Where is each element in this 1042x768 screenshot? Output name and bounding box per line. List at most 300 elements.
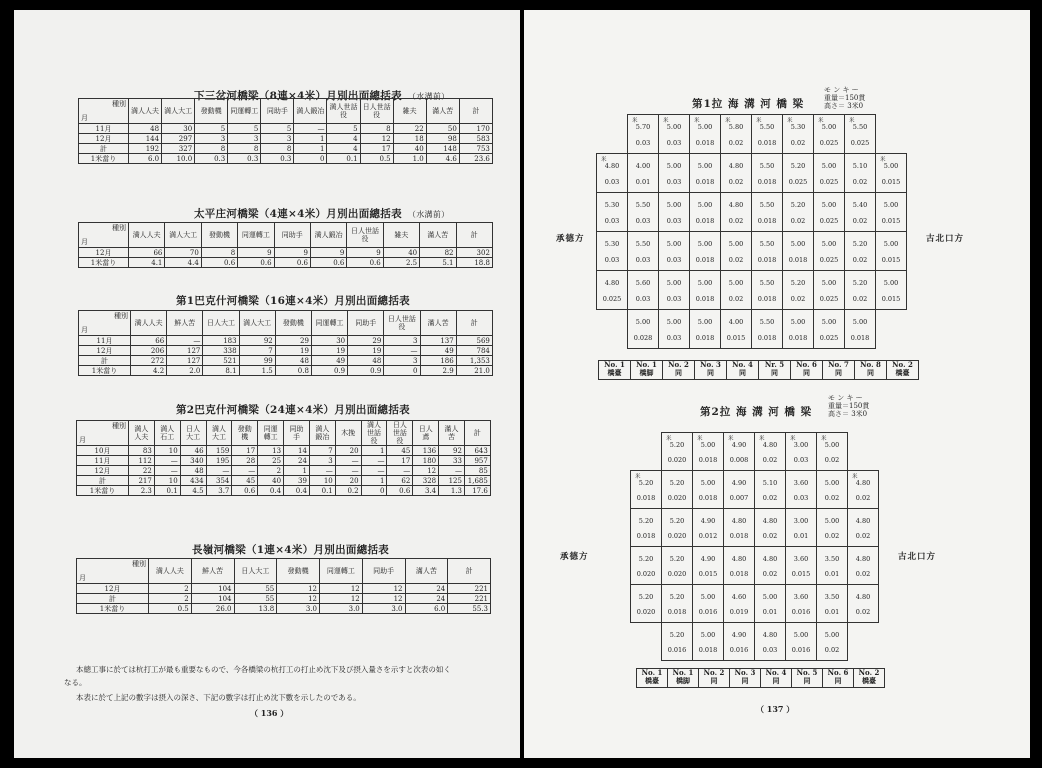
note-text: 本表に於て上記の數字は摂入の深さ、下記の數字は打止め沈下數を示したのである。 (76, 693, 361, 702)
cell-value: 3 (261, 134, 294, 144)
penetration-depth: 5.80 (728, 123, 744, 131)
pile-cell (596, 192, 628, 232)
pile-cell (813, 231, 845, 271)
column-header: 同運轉工 (238, 223, 274, 248)
final-settlement: 0.025 (850, 139, 870, 147)
penetration-depth: 5.00 (728, 279, 744, 287)
pile-cell (782, 192, 814, 232)
pile-cell (785, 470, 817, 509)
final-settlement: 0.025 (819, 178, 839, 186)
table-title-text: 太平庄河橋梁（4連×4米）月別出面總括表 (194, 208, 402, 220)
row-label: 計 (79, 356, 131, 366)
penetration-depth: 3.60 (793, 555, 809, 563)
table-row (79, 336, 493, 346)
pier-label: No. 2 橋臺 (853, 668, 885, 688)
column-header: 満人石工 (154, 421, 180, 446)
penetration-depth: 4.90 (731, 441, 747, 449)
corner-top: 種別 (112, 422, 126, 430)
pier-label: No. 3 同 (729, 668, 761, 688)
pile-cell (630, 470, 662, 509)
unit-mark: 米 (635, 474, 641, 480)
pile-cell (723, 622, 755, 661)
cell-value: 8 (201, 248, 237, 258)
pile-cell (723, 432, 755, 471)
pile-cell (627, 153, 659, 193)
final-settlement: 0.03 (666, 295, 682, 303)
work-table (76, 558, 491, 614)
cell-value: 957 (464, 456, 490, 466)
pile-cell (723, 508, 755, 547)
final-settlement: 0.02 (855, 494, 871, 502)
final-settlement: 0.018 (695, 295, 715, 303)
cell-value: 186 (420, 356, 456, 366)
final-settlement: 0.03 (635, 256, 651, 264)
pile-cell (627, 192, 659, 232)
table-row (79, 366, 493, 376)
column-header: 滿人苦 (405, 559, 448, 584)
cell-value: 569 (456, 336, 492, 346)
cell-value: — (361, 466, 387, 476)
final-settlement: 0.025 (788, 178, 808, 186)
final-settlement: 0.03 (635, 139, 651, 147)
cell-value: 0 (361, 486, 387, 496)
cell-value: 2 (149, 584, 192, 594)
final-settlement: 0.03 (604, 217, 620, 225)
unit-mark: 米 (787, 118, 793, 124)
cell-value: 0.1 (309, 486, 335, 496)
final-settlement: 0.02 (790, 295, 806, 303)
penetration-depth: 5.00 (824, 517, 840, 525)
note-text: なる。 (64, 678, 87, 687)
column-header: 滿人苦 (439, 421, 465, 446)
row-label: 11月 (79, 336, 131, 346)
penetration-depth: 5.20 (638, 555, 654, 563)
cell-value: 0.6 (347, 258, 383, 268)
final-settlement: 0.018 (729, 532, 749, 540)
cell-value: — (361, 456, 387, 466)
final-settlement: 0.03 (666, 256, 682, 264)
cell-value: 4.5 (180, 486, 206, 496)
penetration-depth: 3.60 (793, 593, 809, 601)
penetration-depth: 5.00 (728, 240, 744, 248)
penetration-depth: 4.80 (855, 479, 871, 487)
column-header: 満人大工 (162, 99, 195, 124)
cell-value: 85 (464, 466, 490, 476)
corner-header (77, 421, 129, 446)
penetration-depth: 5.30 (604, 240, 620, 248)
pier-label: No. 2 橋臺 (886, 360, 919, 380)
cell-value: — (167, 336, 203, 346)
final-settlement: 0.018 (698, 646, 718, 654)
final-settlement: 0.03 (604, 178, 620, 186)
penetration-depth: 5.00 (824, 479, 840, 487)
cell-value: — (335, 456, 361, 466)
final-settlement: 0.018 (695, 139, 715, 147)
penetration-depth: 5.00 (821, 318, 837, 326)
cell-value: 92 (239, 336, 275, 346)
cell-value: 18 (393, 134, 426, 144)
penetration-depth: 4.80 (731, 517, 747, 525)
cell-value: 4.4 (165, 258, 201, 268)
column-header: 同助手 (348, 311, 384, 336)
final-settlement: 0.018 (698, 494, 718, 502)
cell-value: 10.0 (162, 154, 195, 164)
column-header: 満人大工 (165, 223, 201, 248)
cell-value: 272 (131, 356, 167, 366)
penetration-depth: 5.10 (762, 479, 778, 487)
pile-cell (754, 622, 786, 661)
pile-cell (658, 270, 690, 310)
cell-value: 0.8 (275, 366, 311, 376)
penetration-depth: 5.00 (793, 631, 809, 639)
cell-value: 13 (258, 446, 284, 456)
final-settlement: 0.016 (791, 646, 811, 654)
table-row (79, 248, 493, 258)
cell-value: 12 (362, 584, 405, 594)
table-row (79, 124, 493, 134)
cell-value: 0.4 (284, 486, 310, 496)
pile-cell (692, 584, 724, 623)
cell-value: 170 (459, 124, 492, 134)
pile-cell (751, 114, 783, 154)
pile-cell (720, 309, 752, 349)
pile-cell (782, 270, 814, 310)
cell-value: 12 (362, 594, 405, 604)
table-title (176, 402, 410, 417)
penetration-depth: 4.80 (604, 279, 620, 287)
pile-cell (785, 622, 817, 661)
pile-cell (844, 153, 876, 193)
cell-value: 18.8 (456, 258, 492, 268)
penetration-depth: 5.00 (697, 162, 713, 170)
cell-value: 20 (335, 446, 361, 456)
penetration-depth: 4.80 (731, 555, 747, 563)
pile-cell (844, 231, 876, 271)
column-header: 計 (464, 421, 490, 446)
cell-value: 221 (448, 594, 491, 604)
cell-value: 14 (284, 446, 310, 456)
table-title (194, 206, 449, 221)
cell-value: 5.1 (420, 258, 456, 268)
cell-value: 137 (420, 336, 456, 346)
cell-value: 30 (162, 124, 195, 134)
penetration-depth: 5.00 (700, 593, 716, 601)
penetration-depth: 5.00 (635, 318, 651, 326)
table-title-text: 長嶺河橋梁（1連×4米）月別出面總括表 (192, 544, 390, 556)
column-header: 發動機 (201, 223, 237, 248)
cell-value: 0.6 (201, 258, 237, 268)
cell-value: 12 (320, 594, 363, 604)
corner-header (79, 223, 129, 248)
table-row (77, 584, 491, 594)
row-label: 12月 (79, 248, 129, 258)
penetration-depth: 5.00 (824, 441, 840, 449)
cell-value: 0 (294, 154, 327, 164)
column-header: 發動機 (195, 99, 228, 124)
table-row (77, 594, 491, 604)
table-subtitle: （水溝前） (407, 92, 450, 101)
penetration-depth: 5.20 (638, 517, 654, 525)
cell-value: 0.6 (238, 258, 274, 268)
cell-value: 7 (239, 346, 275, 356)
page-number: （ 136 ） (250, 708, 289, 718)
corner-header (77, 559, 149, 584)
penetration-depth: 4.80 (855, 555, 871, 563)
penetration-depth: 5.00 (666, 240, 682, 248)
pile-cell (847, 584, 879, 623)
final-settlement: 0.015 (726, 334, 746, 342)
pier-label: No. 3 同 (694, 360, 727, 380)
column-header: 満人人夫 (131, 311, 167, 336)
cell-value: 340 (180, 456, 206, 466)
penetration-depth: 5.30 (604, 201, 620, 209)
cell-value: 144 (129, 134, 162, 144)
cell-value: 49 (311, 356, 347, 366)
cell-value: 0.9 (311, 366, 347, 376)
spec-weight: 重量＝150貫 (824, 94, 866, 102)
final-settlement: 0.015 (698, 570, 718, 578)
cell-value: — (384, 346, 420, 356)
column-header: 雑夫 (393, 99, 426, 124)
side-label-left: 承德方 (560, 552, 589, 562)
cell-value: 9 (347, 248, 383, 258)
bridge-title: 第1拉 海 溝 河 橋 梁 (692, 98, 805, 110)
cell-value: 3.0 (277, 604, 320, 614)
unit-mark: 米 (632, 118, 638, 124)
pile-cell (813, 309, 845, 349)
cell-value: 19 (275, 346, 311, 356)
pile-cell (661, 508, 693, 547)
cell-value: 25 (258, 456, 284, 466)
pile-cell (627, 114, 659, 154)
cell-value: 2.9 (420, 366, 456, 376)
pile-cell (785, 584, 817, 623)
final-settlement: 0.020 (667, 570, 687, 578)
column-header: 同運轉工 (228, 99, 261, 124)
final-settlement: 0.02 (728, 178, 744, 186)
row-label: 11月 (79, 124, 129, 134)
column-header: 満人世話役 (361, 421, 387, 446)
column-header: 木挽 (335, 421, 361, 446)
cell-value: 4.1 (129, 258, 165, 268)
cell-value: 48 (275, 356, 311, 366)
penetration-depth: 4.80 (728, 162, 744, 170)
cell-value: — (439, 466, 465, 476)
cell-value: 98 (426, 134, 459, 144)
penetration-depth: 5.50 (759, 318, 775, 326)
cell-value: 6.0 (405, 604, 448, 614)
cell-value: 10 (154, 446, 180, 456)
penetration-depth: 3.00 (793, 441, 809, 449)
pile-cell (751, 270, 783, 310)
unit-mark: 米 (818, 118, 824, 124)
cell-value: 0.6 (274, 258, 310, 268)
penetration-depth: 5.00 (697, 201, 713, 209)
cell-value: 180 (413, 456, 439, 466)
penetration-depth: 5.70 (635, 123, 651, 131)
row-label: 12月 (77, 584, 149, 594)
final-settlement: 0.018 (757, 256, 777, 264)
pile-cell (844, 114, 876, 154)
cell-value: 24 (284, 456, 310, 466)
unit-mark: 米 (601, 157, 607, 163)
cell-value: 17 (360, 144, 393, 154)
pile-cell (689, 153, 721, 193)
final-settlement: 0.018 (729, 570, 749, 578)
column-header: 日人大工 (180, 421, 206, 446)
cell-value: 0.4 (258, 486, 284, 496)
pier-label: No. 8 同 (854, 360, 887, 380)
penetration-depth: 5.00 (700, 441, 716, 449)
cell-value: 0.1 (154, 486, 180, 496)
cell-value: 3.7 (206, 486, 232, 496)
column-header: 満人世話役 (327, 99, 360, 124)
cell-value: 12 (413, 466, 439, 476)
penetration-depth: 4.80 (604, 162, 620, 170)
final-settlement: 0.015 (791, 570, 811, 578)
table-row (77, 446, 491, 456)
pile-cell (754, 470, 786, 509)
cell-value: 3 (195, 134, 228, 144)
penetration-depth: 5.20 (669, 593, 685, 601)
pile-cell (751, 153, 783, 193)
final-settlement: 0.03 (762, 646, 778, 654)
final-settlement: 0.01 (793, 532, 809, 540)
cell-value: — (387, 466, 413, 476)
cell-value: 48 (129, 124, 162, 134)
final-settlement: 0.007 (729, 494, 749, 502)
cell-value: 8 (261, 144, 294, 154)
cell-value: 83 (129, 446, 155, 456)
final-settlement: 0.018 (788, 334, 808, 342)
table-row (79, 258, 493, 268)
column-header: 日人世話役 (384, 311, 420, 336)
table-row (79, 346, 493, 356)
final-settlement: 0.020 (667, 456, 687, 464)
column-header: 満人大工 (239, 311, 275, 336)
penetration-depth: 4.90 (731, 479, 747, 487)
cell-value: 40 (383, 248, 419, 258)
penetration-depth: 5.00 (821, 279, 837, 287)
pile-cell (658, 192, 690, 232)
pier-label: No. 6 同 (790, 360, 823, 380)
penetration-depth: 5.00 (762, 593, 778, 601)
penetration-depth: 5.00 (666, 318, 682, 326)
pile-cell (751, 192, 783, 232)
final-settlement: 0.028 (633, 334, 653, 342)
pile-cell (723, 470, 755, 509)
pile-cell (723, 584, 755, 623)
cell-value: 327 (162, 144, 195, 154)
cell-value: 10 (309, 476, 335, 486)
pier-label: No. 5 同 (791, 668, 823, 688)
cell-value: 39 (284, 476, 310, 486)
penetration-depth: 4.80 (762, 631, 778, 639)
unit-mark: 米 (666, 436, 672, 442)
pier-label: No. 4 同 (760, 668, 792, 688)
pile-cell (785, 508, 817, 547)
page-number: （ 137 ） (756, 704, 795, 714)
pile-cell (723, 546, 755, 585)
penetration-depth: 5.00 (790, 318, 806, 326)
final-settlement: 0.018 (757, 217, 777, 225)
pile-cell (782, 153, 814, 193)
cell-value: 45 (232, 476, 258, 486)
pier-label: No. 1 橋脚 (667, 668, 699, 688)
bridge-title: 第2拉 海 溝 河 橋 梁 (700, 406, 813, 418)
pile-cell (689, 114, 721, 154)
cell-value: 217 (129, 476, 155, 486)
final-settlement: 0.016 (729, 646, 749, 654)
cell-value: 23.6 (459, 154, 492, 164)
cell-value: 0.6 (232, 486, 258, 496)
final-settlement: 0.02 (855, 608, 871, 616)
penetration-depth: 5.10 (852, 162, 868, 170)
table-title-text: 第2巴克什河橋梁（24連×4米）月別出面總括表 (176, 404, 410, 416)
cell-value: 22 (393, 124, 426, 134)
column-header: 満人鍛冶 (309, 421, 335, 446)
pile-cell (816, 584, 848, 623)
penetration-depth: 5.20 (669, 631, 685, 639)
pile-cell (785, 432, 817, 471)
column-header: 満人大工 (206, 421, 232, 446)
cell-value: 5 (228, 124, 261, 134)
cell-value: — (309, 466, 335, 476)
pile-cell (816, 622, 848, 661)
cell-value: 521 (203, 356, 239, 366)
pile-cell (661, 622, 693, 661)
table-row (79, 356, 493, 366)
penetration-depth: 5.00 (700, 479, 716, 487)
penetration-depth: 5.60 (635, 279, 651, 287)
cell-value: 55 (234, 584, 277, 594)
cell-value: 643 (464, 446, 490, 456)
penetration-depth: 5.00 (883, 240, 899, 248)
cell-value: 17.6 (464, 486, 490, 496)
unit-mark: 米 (697, 436, 703, 442)
cell-value: 8 (195, 144, 228, 154)
penetration-depth: 5.00 (821, 123, 837, 131)
column-header: 計 (448, 559, 491, 584)
penetration-depth: 5.00 (852, 318, 868, 326)
penetration-depth: 3.00 (793, 517, 809, 525)
pile-cell (720, 114, 752, 154)
pier-label: No. 2 同 (698, 668, 730, 688)
column-header: 日人世話役 (347, 223, 383, 248)
cell-value: 354 (206, 476, 232, 486)
final-settlement: 0.016 (698, 608, 718, 616)
penetration-depth: 5.00 (883, 201, 899, 209)
cell-value: 17 (232, 446, 258, 456)
final-settlement: 0.03 (666, 139, 682, 147)
final-settlement: 0.02 (855, 570, 871, 578)
pile-cell (720, 192, 752, 232)
final-settlement: 0.02 (824, 456, 840, 464)
cell-value: 0 (384, 366, 420, 376)
cell-value: 9 (238, 248, 274, 258)
final-settlement: 0.02 (824, 532, 840, 540)
final-settlement: 0.018 (757, 178, 777, 186)
final-settlement: 0.018 (667, 608, 687, 616)
final-settlement: 0.020 (667, 494, 687, 502)
pile-cell (816, 432, 848, 471)
cell-value: 3.0 (320, 604, 363, 614)
table-row (77, 604, 491, 614)
cell-value: 82 (420, 248, 456, 258)
final-settlement: 0.016 (791, 608, 811, 616)
cell-value: 0.6 (387, 486, 413, 496)
penetration-depth: 5.50 (759, 162, 775, 170)
